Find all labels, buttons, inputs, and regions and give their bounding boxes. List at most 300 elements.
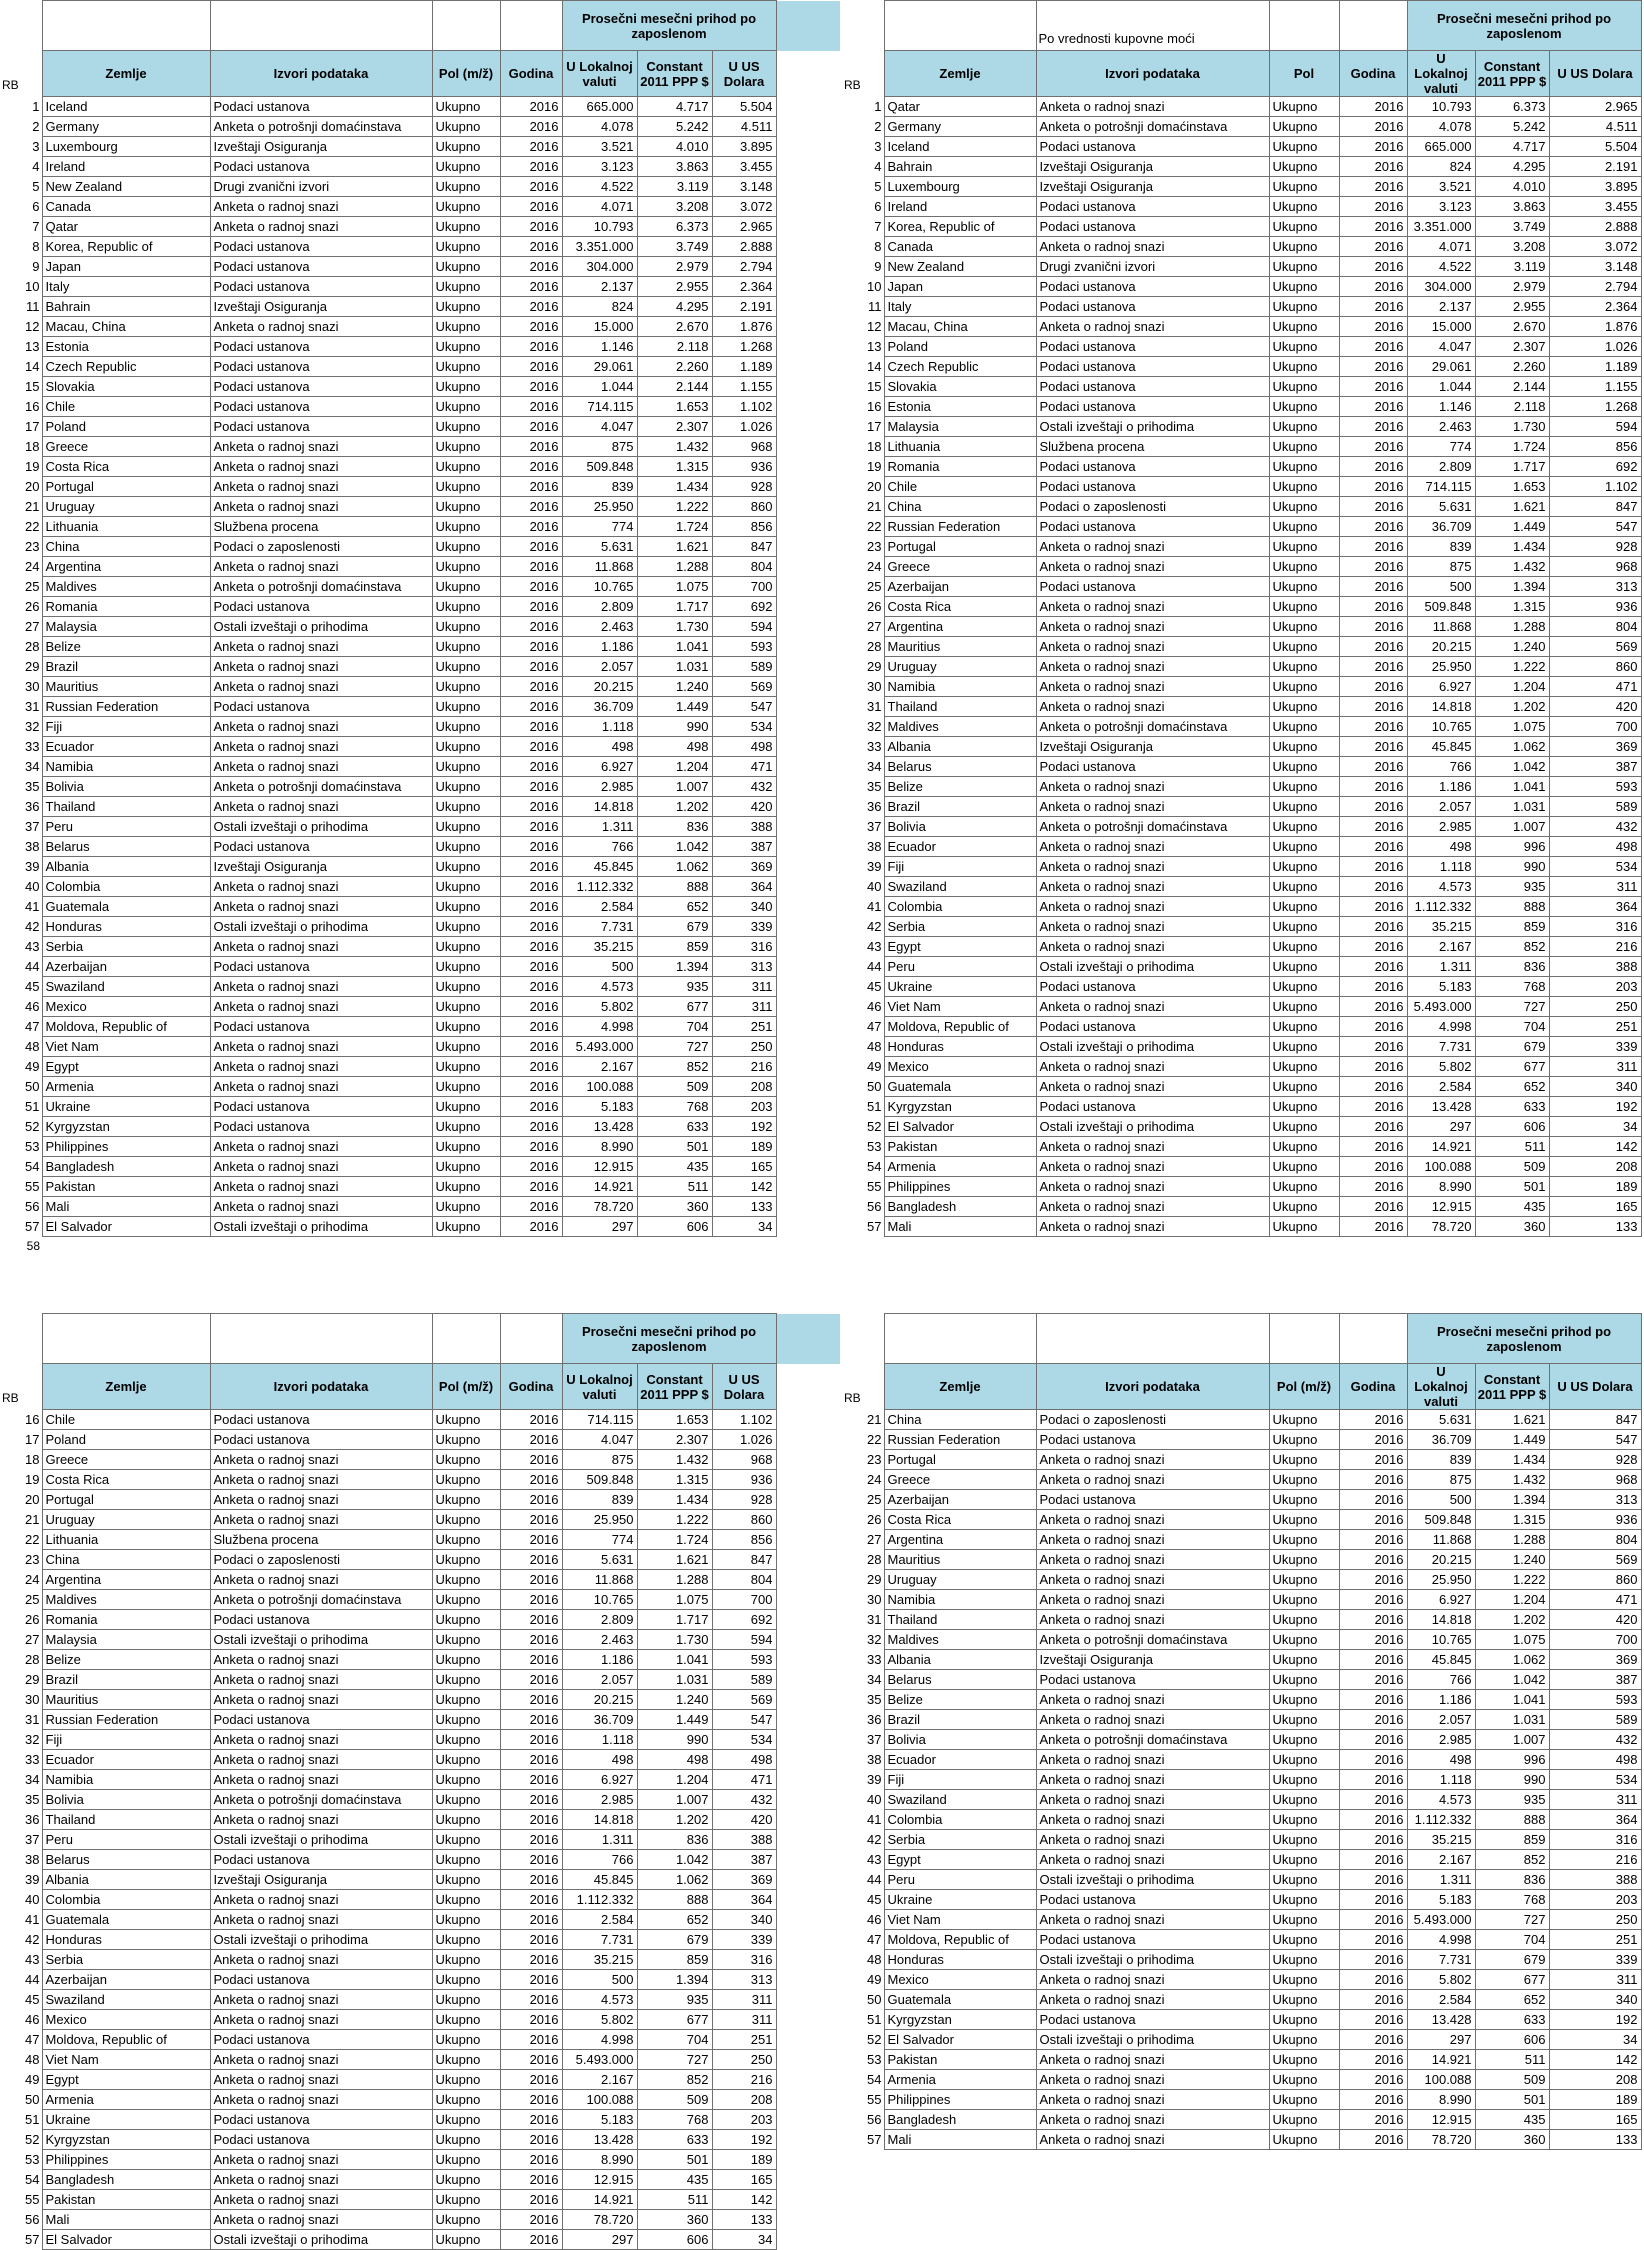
usd-value-cell: 251 [1549,1930,1641,1950]
local-value-cell: 766 [1407,1670,1475,1690]
sex-cell: Ukupno [432,1830,500,1850]
table-row [842,157,1641,177]
row-number: 43 [867,1852,882,1867]
ppp-value-cell: 4.010 [1475,177,1549,197]
local-value-cell: 4.071 [562,197,637,217]
sex-cell: Ukupno [1269,1177,1339,1197]
usd-value-cell: 804 [712,1570,776,1590]
year-cell: 2016 [500,457,562,477]
country-cell: Chile [884,477,1036,497]
source-cell: Anketa o radnoj snazi [210,1770,432,1790]
table-row [842,717,1641,737]
ppp-value-cell: 1.394 [1475,1490,1549,1510]
source-cell: Anketa o radnoj snazi [1036,677,1269,697]
row-number: 57 [25,1219,40,1234]
country-cell: Ukraine [42,1097,210,1117]
ppp-value-cell: 498 [637,737,712,757]
local-value-cell: 14.818 [562,797,637,817]
ppp-value-cell: 2.307 [637,417,712,437]
country-cell: Viet Nam [884,1910,1036,1930]
row-number: 29 [867,1572,882,1587]
local-value-cell: 8.990 [1407,2090,1475,2110]
ppp-value-cell: 1.621 [637,537,712,557]
local-value-cell: 13.428 [1407,1097,1475,1117]
table-row [842,377,1641,397]
local-value-cell: 4.078 [1407,117,1475,137]
sex-cell: Ukupno [432,177,500,197]
year-cell: 2016 [1339,757,1407,777]
local-value-cell: 1.118 [562,717,637,737]
local-value-cell: 500 [1407,577,1475,597]
sex-cell: Ukupno [432,2050,500,2070]
row-number: 29 [25,659,40,674]
table-row [842,1530,1641,1550]
year-cell: 2016 [500,617,562,637]
usd-value-cell: 339 [1549,1037,1641,1057]
local-value-cell: 824 [562,297,637,317]
year-cell: 2016 [500,1890,562,1910]
source-cell: Anketa o potrošnji domaćinstava [210,1790,432,1810]
ppp-value-cell: 704 [637,2030,712,2050]
year-cell: 2016 [1339,1197,1407,1217]
country-cell: Mali [42,1197,210,1217]
local-value-cell: 2.584 [1407,1990,1475,2010]
sex-cell: Ukupno [432,1157,500,1177]
table-row [0,1217,840,1237]
source-cell: Podaci ustanova [210,1610,432,1630]
row-number: 20 [25,479,40,494]
ppp-value-cell: 3.208 [1475,237,1549,257]
source-cell: Anketa o radnoj snazi [1036,597,1269,617]
table-row [842,1710,1641,1730]
table-row [0,1590,840,1610]
year-cell: 2016 [1339,357,1407,377]
usd-value-cell: 1.102 [712,1410,776,1430]
usd-value-cell: 4.511 [1549,117,1641,137]
source-cell: Anketa o radnoj snazi [210,437,432,457]
ppp-value-cell: 1.288 [637,1570,712,1590]
row-number: 32 [25,1732,40,1747]
year-cell: 2016 [500,1037,562,1057]
source-cell: Anketa o radnoj snazi [1036,697,1269,717]
row-number: 47 [867,1932,882,1947]
table-row [0,257,840,277]
year-cell: 2016 [1339,1590,1407,1610]
source-cell: Anketa o radnoj snazi [1036,637,1269,657]
source-cell: Anketa o potrošnji domaćinstava [210,117,432,137]
row-number: 27 [867,619,882,634]
table-row [0,1690,840,1710]
ppp-value-cell: 509 [637,2090,712,2110]
local-value-cell: 100.088 [562,1077,637,1097]
row-number: 35 [25,779,40,794]
year-cell: 2016 [500,1950,562,1970]
year-cell: 2016 [1339,277,1407,297]
source-cell: Anketa o radnoj snazi [210,1690,432,1710]
local-value-cell: 100.088 [1407,2070,1475,2090]
usd-value-cell: 250 [712,2050,776,2070]
ppp-value-cell: 1.288 [1475,1530,1549,1550]
country-header: Zemlje [42,1364,210,1410]
year-cell: 2016 [1339,2110,1407,2130]
sex-cell: Ukupno [432,757,500,777]
local-value-cell: 5.183 [1407,1890,1475,1910]
row-number: 25 [25,579,40,594]
usd-value-cell: 369 [712,1870,776,1890]
sex-cell: Ukupno [1269,397,1339,417]
country-cell: Brazil [42,1670,210,1690]
ppp-value-cell: 1.449 [637,1710,712,1730]
row-number: 3 [874,139,882,154]
table-row [0,1530,840,1550]
usd-value-cell: 364 [712,1890,776,1910]
local-value-cell: 2.985 [1407,817,1475,837]
source-cell: Anketa o radnoj snazi [210,1470,432,1490]
local-value-cell: 10.793 [562,217,637,237]
local-value-cell: 7.731 [562,1930,637,1950]
local-value-cell: 12.915 [1407,1197,1475,1217]
usd-value-cell: 364 [1549,1810,1641,1830]
year-cell: 2016 [500,957,562,977]
sex-cell: Ukupno [432,857,500,877]
table-row [0,917,840,937]
ppp-value-cell: 888 [637,877,712,897]
country-cell: Honduras [42,917,210,937]
sex-cell: Ukupno [1269,697,1339,717]
country-cell: Mauritius [42,677,210,697]
source-cell: Anketa o radnoj snazi [210,1177,432,1197]
table-row [0,957,840,977]
table-row [0,1710,840,1730]
local-value-cell: 774 [562,1530,637,1550]
local-header: U Lokalnoj valuti [562,51,637,97]
source-cell: Podaci ustanova [1036,1490,1269,1510]
country-cell: Lithuania [884,437,1036,457]
usd-value-cell: 692 [712,1610,776,1630]
year-cell: 2016 [500,97,562,117]
local-value-cell: 1.118 [1407,857,1475,877]
country-cell: Kyrgyzstan [884,2010,1036,2030]
local-value-cell: 297 [1407,1117,1475,1137]
source-cell: Anketa o radnoj snazi [1036,1550,1269,1570]
sex-cell: Ukupno [1269,657,1339,677]
table-row [0,1610,840,1630]
sex-cell: Ukupno [432,1950,500,1970]
source-cell: Podaci o zaposlenosti [210,1550,432,1570]
source-cell: Anketa o radnoj snazi [1036,1910,1269,1930]
row-number: 46 [25,999,40,1014]
ppp-value-cell: 836 [1475,957,1549,977]
country-cell: Mali [42,2210,210,2230]
table-row [842,697,1641,717]
row-number: 39 [25,1872,40,1887]
row-number: 47 [867,1019,882,1034]
sex-cell: Ukupno [432,837,500,857]
table-row [842,917,1641,937]
row-number: 31 [867,699,882,714]
ppp-value-cell: 1.653 [1475,477,1549,497]
sex-cell: Ukupno [1269,977,1339,997]
table-row [0,1490,840,1510]
year-cell: 2016 [500,837,562,857]
local-value-cell: 20.215 [562,677,637,697]
usd-value-cell: 936 [712,1470,776,1490]
source-cell: Podaci ustanova [1036,337,1269,357]
ppp-value-cell: 606 [1475,1117,1549,1137]
local-value-cell: 35.215 [1407,917,1475,937]
usd-value-cell: 804 [1549,617,1641,637]
usd-value-cell: 860 [712,497,776,517]
local-value-cell: 14.818 [1407,697,1475,717]
country-cell: China [42,537,210,557]
year-cell: 2016 [1339,1750,1407,1770]
local-value-cell: 1.311 [562,1830,637,1850]
table-row [0,1850,840,1870]
row-number: 42 [867,919,882,934]
rb-header: RB [2,77,19,92]
ppp-value-cell: 768 [637,2110,712,2130]
source-cell: Anketa o radnoj snazi [1036,657,1269,677]
year-cell: 2016 [1339,717,1407,737]
row-number: 46 [867,999,882,1014]
country-cell: Argentina [884,1530,1036,1550]
ppp-value-cell: 2.979 [637,257,712,277]
source-cell: Anketa o radnoj snazi [1036,237,1269,257]
country-cell: Armenia [884,1157,1036,1177]
table-row [842,217,1641,237]
country-cell: Kyrgyzstan [884,1097,1036,1117]
sex-cell: Ukupno [432,137,500,157]
ppp-value-cell: 2.670 [1475,317,1549,337]
row-number: 44 [25,959,40,974]
row-number: 50 [867,1079,882,1094]
row-number: 20 [25,1492,40,1507]
usd-value-cell: 432 [1549,817,1641,837]
year-cell: 2016 [500,1590,562,1610]
table-row [0,617,840,637]
row-number: 19 [25,459,40,474]
year-cell: 2016 [1339,677,1407,697]
row-number: 41 [867,899,882,914]
local-value-cell: 1.311 [1407,957,1475,977]
ppp-value-cell: 852 [637,1057,712,1077]
country-cell: Pakistan [42,2190,210,2210]
country-cell: Ecuador [42,737,210,757]
local-value-cell: 2.584 [1407,1077,1475,1097]
sex-cell: Ukupno [432,1850,500,1870]
row-number: 16 [25,1412,40,1427]
source-cell: Anketa o radnoj snazi [210,1730,432,1750]
row-number: 27 [867,1532,882,1547]
source-cell: Anketa o radnoj snazi [1036,317,1269,337]
year-cell: 2016 [500,1490,562,1510]
local-value-cell: 5.631 [1407,1410,1475,1430]
usd-value-cell: 316 [712,937,776,957]
table-row [842,577,1641,597]
year-cell: 2016 [1339,157,1407,177]
sex-cell: Ukupno [1269,1077,1339,1097]
country-cell: Italy [42,277,210,297]
year-cell: 2016 [1339,1117,1407,1137]
row-number: 37 [25,819,40,834]
table-row [0,397,840,417]
table-row [0,1950,840,1970]
year-cell: 2016 [500,1810,562,1830]
table-row [0,1790,840,1810]
ppp-value-cell: 704 [637,1017,712,1037]
ppp-value-cell: 1.240 [1475,1550,1549,1570]
usd-value-cell: 388 [712,817,776,837]
usd-header: U US Dolara [712,1364,776,1410]
ppp-value-cell: 435 [1475,1197,1549,1217]
ppp-value-cell: 1.042 [1475,1670,1549,1690]
local-value-cell: 2.809 [562,1610,637,1630]
table-row [842,1730,1641,1750]
usd-value-cell: 3.895 [1549,177,1641,197]
source-cell: Podaci ustanova [210,237,432,257]
rb-header: RB [844,1390,861,1405]
ppp-header: Constant 2011 PPP $ [1475,1364,1549,1410]
sex-cell: Ukupno [1269,1630,1339,1650]
usd-value-cell: 388 [712,1830,776,1850]
sex-cell: Ukupno [432,377,500,397]
local-value-cell: 5.183 [562,1097,637,1117]
table-row [0,977,840,997]
year-cell: 2016 [1339,1710,1407,1730]
ppp-value-cell: 888 [1475,897,1549,917]
year-cell: 2016 [1339,1570,1407,1590]
row-number: 11 [26,299,40,314]
usd-value-cell: 142 [712,2190,776,2210]
source-cell: Anketa o radnoj snazi [1036,777,1269,797]
usd-value-cell: 311 [1549,1970,1641,1990]
local-value-cell: 4.047 [1407,337,1475,357]
row-number: 36 [25,1812,40,1827]
year-cell: 2016 [1339,1610,1407,1630]
usd-value-cell: 860 [712,1510,776,1530]
source-cell: Ostali izveštaji o prihodima [210,1830,432,1850]
local-value-cell: 36.709 [1407,517,1475,537]
row-number: 52 [867,2032,882,2047]
sex-cell: Ukupno [1269,357,1339,377]
sex-cell: Ukupno [432,117,500,137]
local-value-cell: 297 [1407,2030,1475,2050]
local-value-cell: 774 [1407,437,1475,457]
year-cell: 2016 [1339,577,1407,597]
local-value-cell: 875 [1407,557,1475,577]
sex-cell: Ukupno [432,1770,500,1790]
country-cell: Albania [884,737,1036,757]
usd-value-cell: 192 [712,2130,776,2150]
row-number: 34 [867,1672,882,1687]
ppp-value-cell: 3.749 [637,237,712,257]
local-value-cell: 100.088 [1407,1157,1475,1177]
source-cell: Anketa o radnoj snazi [1036,2110,1269,2130]
sex-cell: Ukupno [1269,597,1339,617]
usd-value-cell: 2.364 [712,277,776,297]
ppp-value-cell: 1.240 [637,677,712,697]
table-row [842,1630,1641,1650]
source-cell: Podaci ustanova [1036,1890,1269,1910]
ppp-value-cell: 935 [1475,877,1549,897]
year-cell: 2016 [500,557,562,577]
ppp-value-cell: 1.222 [637,497,712,517]
country-cell: Argentina [42,557,210,577]
country-cell: Korea, Republic of [42,237,210,257]
table-row [842,1950,1641,1970]
usd-value-cell: 547 [1549,517,1641,537]
sex-cell: Ukupno [1269,2070,1339,2090]
source-cell: Anketa o radnoj snazi [210,717,432,737]
country-cell: Fiji [42,717,210,737]
sex-cell: Ukupno [1269,2130,1339,2150]
table-row [0,1177,840,1197]
country-cell: Guatemala [42,897,210,917]
local-value-cell: 2.463 [1407,417,1475,437]
year-cell: 2016 [1339,1990,1407,2010]
table-row [0,737,840,757]
local-value-cell: 4.573 [1407,1790,1475,1810]
ppp-value-cell: 1.007 [1475,817,1549,837]
ppp-value-cell: 501 [1475,1177,1549,1197]
usd-value-cell: 847 [712,537,776,557]
local-value-cell: 3.123 [1407,197,1475,217]
sex-cell: Ukupno [1269,1450,1339,1470]
usd-value-cell: 34 [712,2230,776,2250]
year-cell: 2016 [1339,1970,1407,1990]
year-cell: 2016 [500,657,562,677]
source-cell: Anketa o radnoj snazi [210,637,432,657]
ppp-value-cell: 5.242 [1475,117,1549,137]
source-cell: Anketa o radnoj snazi [210,1490,432,1510]
local-value-cell: 1.118 [562,1730,637,1750]
table-row [0,2210,840,2230]
ppp-value-cell: 501 [1475,2090,1549,2110]
table-row [842,477,1641,497]
local-value-cell: 4.573 [1407,877,1475,897]
usd-value-cell: 547 [712,1710,776,1730]
year-cell: 2016 [1339,1690,1407,1710]
country-cell: Greece [884,1470,1036,1490]
sex-cell: Ukupno [1269,1750,1339,1770]
usd-value-cell: 369 [1549,1650,1641,1670]
sex-cell: Ukupno [432,977,500,997]
row-number: 53 [867,1139,882,1154]
usd-value-cell: 534 [1549,857,1641,877]
row-number: 19 [867,459,882,474]
year-cell: 2016 [500,817,562,837]
usd-value-cell: 1.102 [712,397,776,417]
row-number: 56 [25,2212,40,2227]
sex-cell: Ukupno [1269,1970,1339,1990]
year-cell: 2016 [1339,1017,1407,1037]
table-row [0,1630,840,1650]
local-value-cell: 13.428 [562,2130,637,2150]
table-row [842,237,1641,257]
source-cell: Anketa o potrošnji domaćinstava [1036,817,1269,837]
usd-value-cell: 388 [1549,957,1641,977]
table-row [0,637,840,657]
usd-value-cell: 250 [1549,997,1641,1017]
source-cell: Anketa o radnoj snazi [1036,537,1269,557]
table-row [842,657,1641,677]
usd-value-cell: 3.072 [712,197,776,217]
country-cell: Costa Rica [884,597,1036,617]
ppp-value-cell: 606 [1475,2030,1549,2050]
country-cell: Luxembourg [42,137,210,157]
ppp-value-cell: 996 [1475,837,1549,857]
table-row [0,277,840,297]
